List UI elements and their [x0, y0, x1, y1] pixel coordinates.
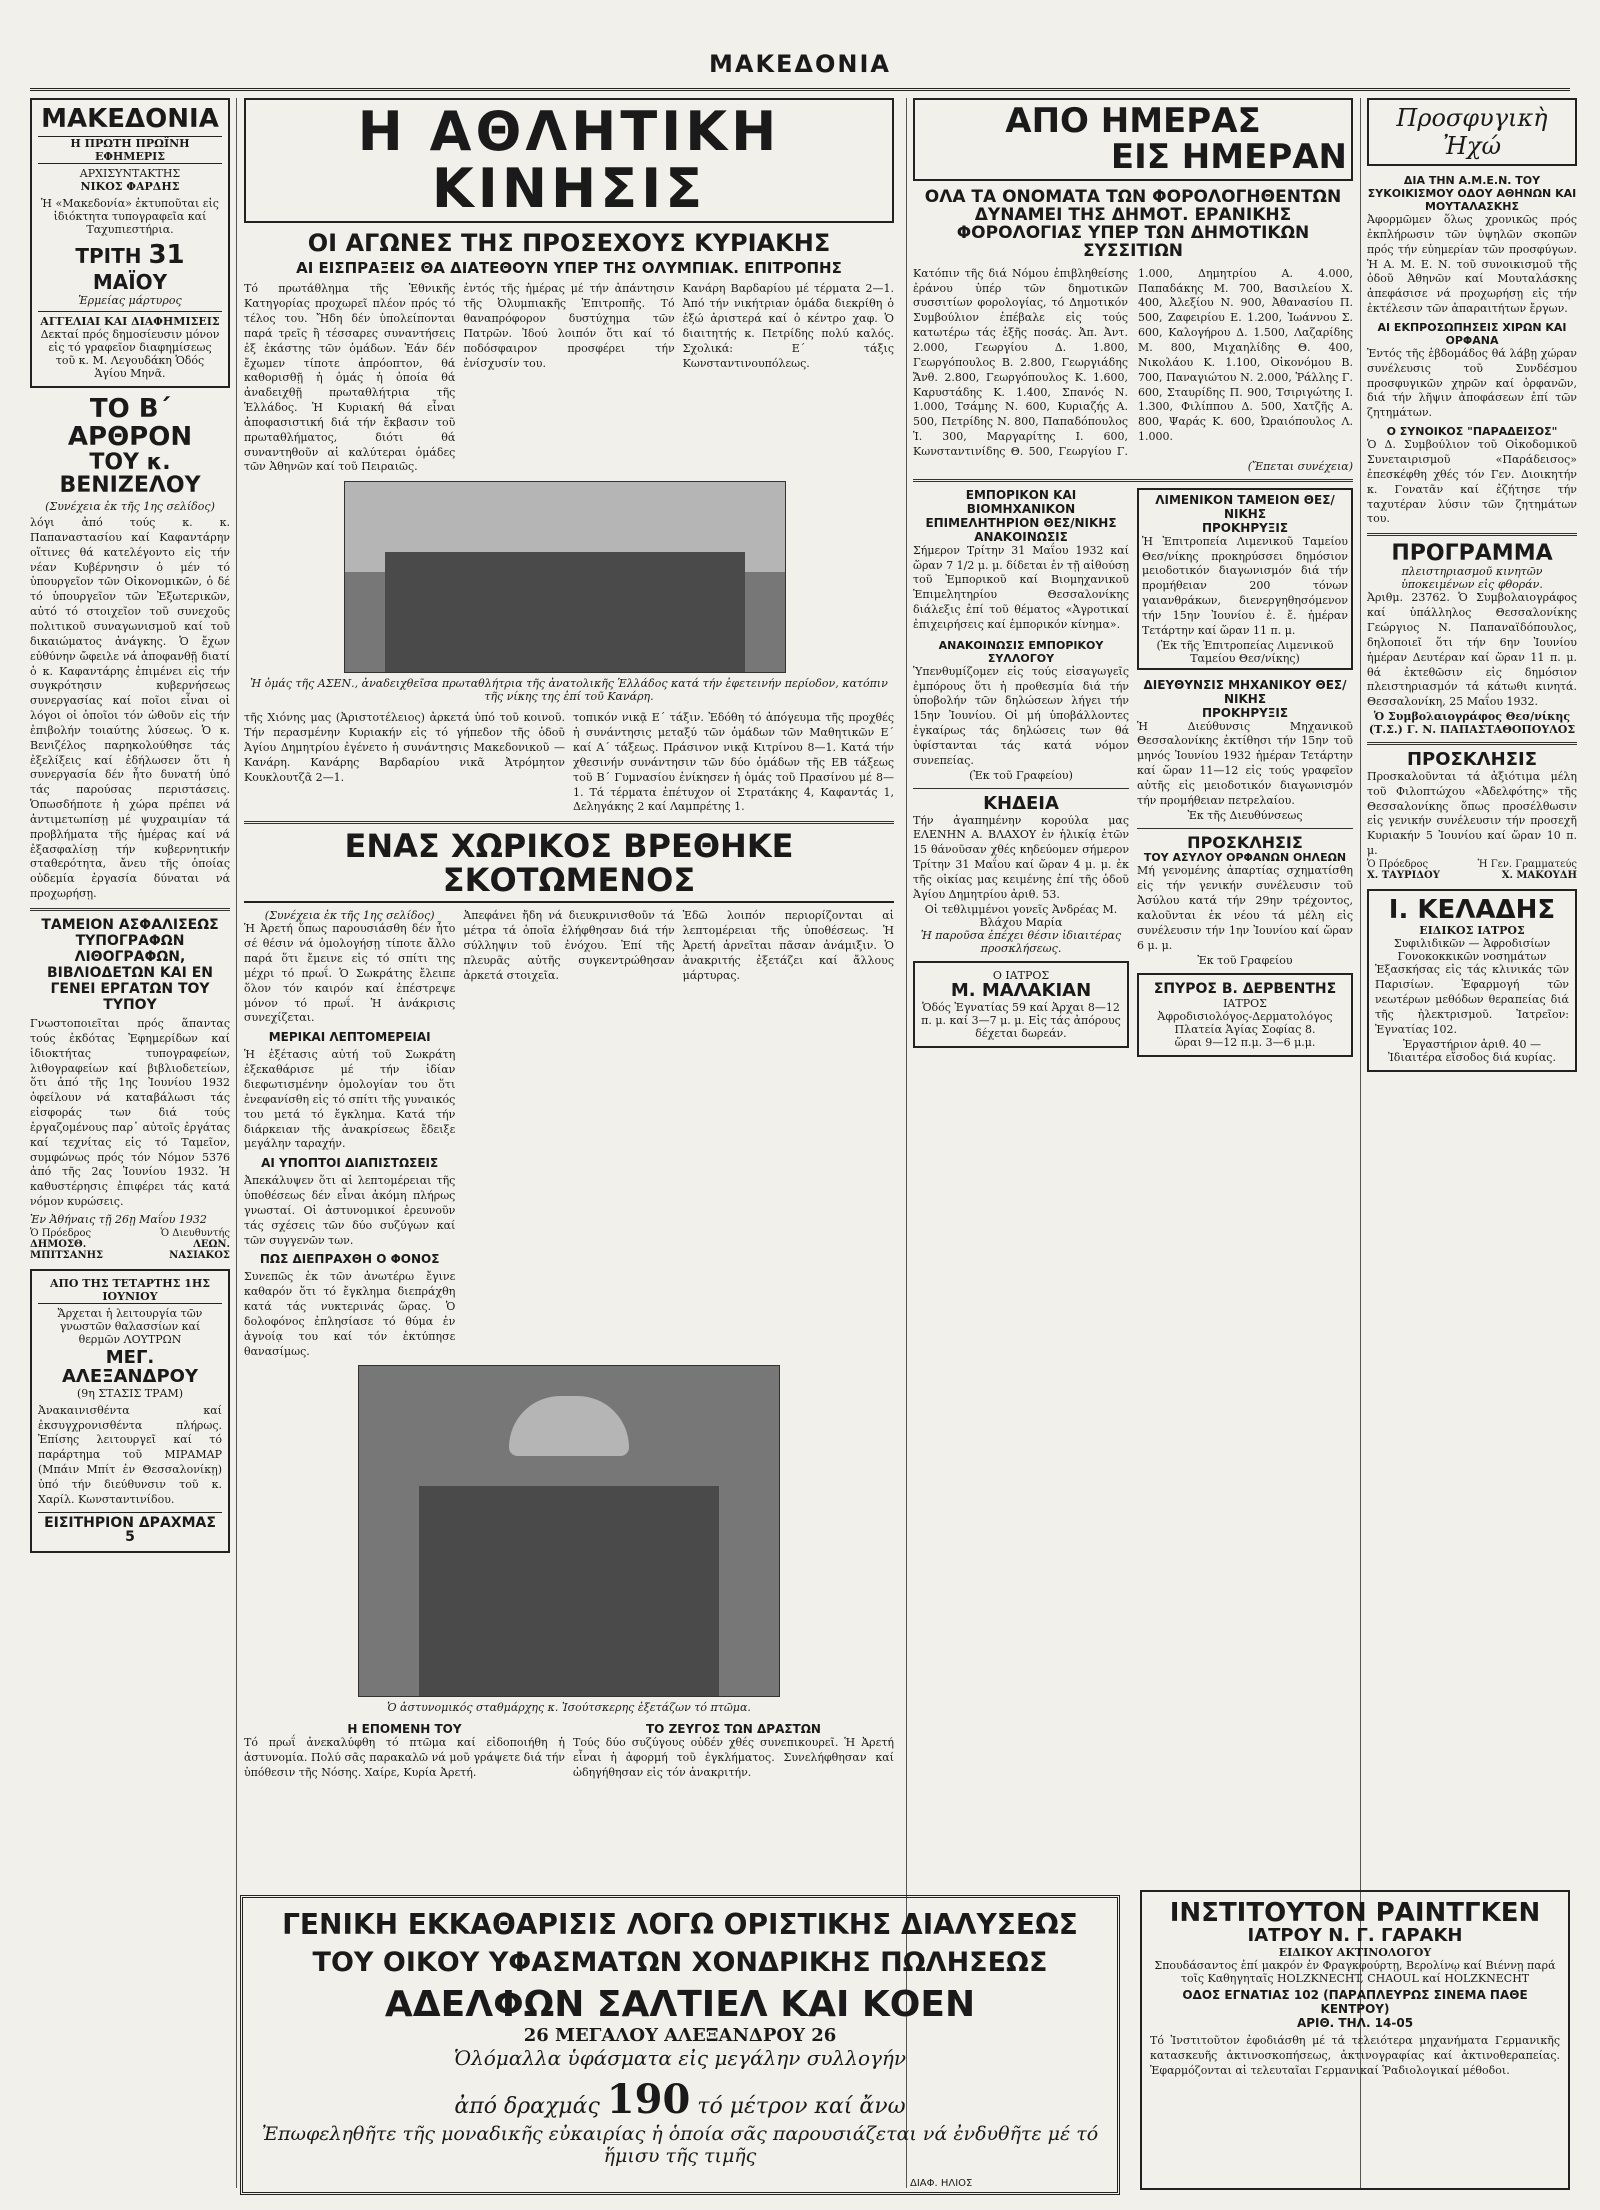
- refugee-echo-title: Προσφυγικὴ Ἠχώ: [1396, 104, 1548, 160]
- invite-sign-b: Ἡ Γεν. Γραμματεύς: [1477, 858, 1577, 870]
- port-title: ΛΙΜΕΝΙΚΟΝ ΤΑΜΕΙΟΝ ΘΕΣ/ΝΙΚΗΣ: [1155, 492, 1335, 521]
- institute-training: Σπουδάσαντος ἐπί μακρόν ἐν Φραγκφούρτῃ, Βερολίνῳ καί Βιέννῃ παρά τοῖς Καθηγηταῖς HOLZKNECHT, CHAOUL καί HOLZKNECHT: [1154, 1959, 1556, 1986]
- program-title: ΠΡΟΓΡΑΜΜΑ: [1391, 541, 1553, 567]
- tax-headline: ΟΛΑ ΤΑ ΟΝΟΜΑΤΑ ΤΩΝ ΦΟΡΟΛΟΓΗΘΕΝΤΩΝ ΔΥΝΑΜΕΙ ΤΗΣ ΔΗΜΟΤ. ΕΡΑΝΙΚΗΣ ΦΟΡΟΛΟΓΙΑΣ ΥΠΕΡ ΤΩΝ ΔΗΜΟΤΙΚΩΝ ΣΥΣΣΙΤΙΩΝ: [924, 187, 1342, 261]
- masthead: [30, 10, 1570, 91]
- ads-label: ΑΓΓΕΛΙΑΙ ΚΑΙ ΔΙΑΦΗΜΙΣΕΙΣ: [38, 311, 222, 328]
- dervendis-name: ΣΠΥΡΟΣ Β. ΔΕΡΒΕΝΤΗΣ: [1153, 980, 1337, 997]
- xray-institute-ad: [1140, 1890, 1570, 2190]
- keladis-spec: Συφιλιδικῶν — Ἀφροδισίων Γονοκοκκικῶν νοσημάτων: [1393, 937, 1551, 964]
- editor-label: ΑΡΧΙΣΥΝΤΑΚΤΗΣ: [79, 167, 181, 181]
- malakian-name: Μ. ΜΑΛΑΚΙΑΝ: [950, 979, 1092, 1001]
- liquidation-line3: ΑΔΕΛΦΩΝ ΣΑΛΤΙΕΛ ΚΑΙ ΚΟΕΝ: [384, 1984, 976, 2025]
- team-photo-caption: Ἡ ὁμάς τῆς ΑΣΕΝ., ἀναδειχθεῖσα πρωταθλήτρια τῆς ἀνατολικῆς Ἑλλάδος κατά τήν ἐφετεινήν περίοδον, κατόπιν τῆς νίκης της ἐπί τοῦ Κανάρη.: [250, 677, 888, 704]
- editor-name: ΝΙΚΟΣ ΦΑΡΔΗΣ: [80, 180, 180, 194]
- port-sign: (Ἐκ τῆς Ἐπιτροπείας Λιμενικοῦ Ταμείου Θεσ/νίκης): [1156, 638, 1334, 665]
- masthead-title: ΜΑΚΕΔΟΝΙΑ: [41, 104, 219, 134]
- orphans-sign: Ἐκ τοῦ Γραφείου: [1197, 953, 1293, 967]
- crime-photo: [358, 1365, 780, 1697]
- invite-sign-a-name: Χ. ΤΑΥΡΙΔΟΥ: [1367, 869, 1440, 881]
- refugee-head1: ΔΙΑ ΤΗΝ Α.Μ.Ε.Ν. ΤΟΥ ΣΥΚΟΙΚΙΣΜΟΥ ΟΔΟΥ ΑΘΗΝΩΝ ΚΑΙ ΜΟΥΤΑΛΑΣΚΗΣ: [1367, 174, 1577, 213]
- refugee-echo-banner: [1367, 98, 1577, 166]
- invite-sign-b-name: Χ. ΜΑΚΟΥΔΗ: [1501, 869, 1577, 881]
- typographers-date: Ἐν Ἀθήναις τῇ 26ῃ Μαΐου 1932: [30, 1212, 207, 1226]
- sports-below2: τοπικόν νικᾷ Ε΄ τάξιν. Ἐδόθη τό ἀπόγευμα τῆς προχθές ἡ συνάντησις μεταξύ τῶν ὁμάδων τῶν Μαθητικῶν Ε΄ καί Α΄ τάξεως. Πράσινον νικᾷ Κιτρίνου 8—1. Κατά τήν χθεσινήν συνάντησιν τῶν δύο ὁμάδων τῆς ΕΒ τάξεως τοῦ Β΄ Γυμνασίου ἐνίκησεν ἡ ὁμάς τοῦ Πρασίνου μέ 8—1. Τά τέρματα ἐπέτυχον οἱ Στρατάκης 4, Καφαντάς 1, Δεληγάκης 2 καί Λαμπρέτης 1.: [573, 711, 894, 814]
- port-sub: ΠΡΟΚΗΡΥΞΙΣ: [1201, 520, 1289, 535]
- venizelos-article: [30, 396, 230, 902]
- orphans-body: Μή γενομένης ἀπαρτίας σχηματίσθη εἰς τήν γενικήν συνέλευσιν τοῦ Ἀσύλου κατά τήν 29ην τρέχοντος, καλοῦνται ἐκ νέου τά μέλη εἰς συνέλευσιν τήν 1ην Ἰουνίου καί ὥραν 6 μ. μ.: [1137, 864, 1353, 952]
- sports-col3: Κανάρη Βαρδαρίου μέ τέρματα 2—1. Ἀπό τήν νικήτριαν ὁμάδα διεκρίθη ὁ ἐξώ ἀριστερά καί ὁ κέντρο χαφ. Ὁ διαιτητής κ. Πετρίδης πολύ καλός. Σχολικά: Ε΄ τάξις Κωνσταντινουπόλεως.: [682, 282, 894, 370]
- merchants-sign: (Ἐκ τοῦ Γραφείου): [969, 768, 1073, 782]
- sports-below1: τῆς Χιόνης μας (Ἀριστοτέλειος) ἀρκετά ὑπό τοῦ κοινοῦ. Τήν περασμένην Κυριακήν εἰς τό γήπεδον τῆς ὁδοῦ Ἀγίου Δημητρίου ἐγένετο ἡ συνάντησις Μακεδονικοῦ — Κανάρη. Κανάρης Βαρδαρίου νικᾶ Ἀτρόμητον Κουκλουτζᾶ 2—1.: [244, 711, 565, 784]
- port-notice: [1137, 488, 1353, 670]
- center-column: [244, 98, 894, 2188]
- invite-title: ΠΡΟΣΚΛΗΣΙΣ: [1406, 749, 1538, 771]
- refugee-text1: Ἀφορμῶμεν ὅλως χρονικῶς πρός ἐκπλήρωσιν τῶν ὑψηλῶν σκοπῶν πρός τήν εὐημερίαν τῶν προσφύγων. Ἡ Α. Μ. Ε. Ν. τοῦ συνοικισμοῦ τῆς ὁδοῦ Ἀθηνῶν καί Μουταλάσκης ἀπεφάσισε νά προχωρήσῃ εἰς τήν ἐκτέλεσιν τῶν ἀπαραιτήτων ἔργων.: [1367, 213, 1577, 316]
- liquidation-line7: Ἐπωφεληθῆτε τῆς μοναδικῆς εὐκαιρίας ἡ ὁποία σᾶς παρουσιάζεται νά ἐνδυθῆτε μέ τό ἥμισυ τῆς τιμῆς: [261, 2123, 1099, 2167]
- sports-col1: Τό πρωτάθλημα τῆς Ἐθνικῆς Κατηγορίας προχωρεῖ πλέον πρός τό τέλος του. Ἤδη δέν ὑπολείπονται παρά τρεῖς ἢ τέσσαρες συναντήσεις ἐξ ἑκάστης τῶν ὁμάδων. Ἐάν δέν ἔχωμεν τίποτε ἀπρόοπτον, θά καθορισθῇ ἡ ὁμάς ἡ ὁποία θά ἀναδειχθῇ πρωταθλήτρια τῆς Ἑλλάδος. Ἡ Κυριακή θά εἶναι ἀποφασιστική διά τήν ἔκβασιν τοῦ πρωταθλήματος, διότι θά συναντηθοῦν αἱ καλύτεραι ὁμάδες τῶν Ἀθηνῶν καί τοῦ Πειραιῶς.: [244, 282, 456, 474]
- murder-title: ΕΝΑΣ ΧΩΡΙΚΟΣ ΒΡΕΘΗΚΕ ΣΚΟΤΩΜΕΝΟΣ: [244, 830, 894, 903]
- murder-intro: Ἡ Ἀρετή ὅπως παρουσιάσθη δέν ἦτο σέ θέσιν νά ὁμολογήσῃ τίποτε ἄλλο παρά ὅτι ἔμεινε εἰς τό σπίτι της μέχρι τό πρωΐ. Ὁ Σωκράτης ἔλειπε ὅλον τόν καιρόν καί ἐπέστρεψε μόνον τό πρωΐ. Ἡ ἀνάκρισις συνεχίζεται.: [244, 922, 456, 1025]
- invite-sign-a: Ὁ Πρόεδρος: [1367, 858, 1429, 870]
- murder-cont: (Συνέχεια ἐκ τῆς 1ης σελίδος): [264, 909, 435, 923]
- murder-sub2: ΑΙ ΥΠΟΠΤΟΙ ΔΙΑΠΙΣΤΩΣΕΙΣ: [261, 1156, 439, 1171]
- day-title-2: ΕΙΣ ΗΜΕΡΑΝ: [1110, 136, 1347, 177]
- murder-sub5-text: Τό πρωΐ ἀνεκαλύφθη τό πτῶμα καί εἰδοποιήθη ἡ ἀστυνομία. Πολύ σᾶς παρακαλῶ νά μοῦ γράψετε διά τήν ὑπόθεσιν τῆς Νόσης. Χαίρε, Κυρία Ἀρετή.: [244, 1736, 565, 1780]
- chamber-sub: ΑΝΑΚΟΙΝΩΣΙΣ: [974, 529, 1068, 544]
- typographers-body: Γνωστοποιεῖται πρός ἅπαντας τούς ἐκδότας Ἐφημερίδων καί ἰδιοκτήτας τυπογραφείων, λιθογραφείων καί βιβλιοδετείων, ὅτι ἀπό τῆς 1ης Ἰουνίου 1932 ὀφείλουν νά καταβάλωσι τάς εἰσφοράς των διά τούς ἐργαζομένους παρ᾽ αὐτοῖς ἐργάτας καί τεχνίτας εἰς τό Ταμεῖον, συμφώνως πρός τόν Νόμον 5376 ἀπό τῆς 2ας Ἰουνίου 1932. Ἡ καθυστέρησις ἐπιφέρει τάς κατά νόμον κυρώσεις.: [30, 1017, 230, 1209]
- invite-body: Προσκαλοῦνται τά ἀξιότιμα μέλη τοῦ Φιλοπτώχου «Ἀδελφότης» τῆς Θεσσαλονίκης ὅπως προσέλθωσιν εἰς γενικήν συνέλευσιν τήν προσεχῆ Κυριακήν 5 Ἰουνίου καί ὥραν 10 π. μ.: [1367, 769, 1577, 858]
- price-pre: ἀπό δραχμάς: [454, 2094, 600, 2119]
- sports-headline: ΟΙ ΑΓΩΝΕΣ ΤΗΣ ΠΡΟΣΕΧΟΥΣ ΚΥΡΙΑΚΗΣ: [307, 229, 831, 258]
- murder-col3-text: Ἐδῶ λοιπόν περιορίζονται αἱ λεπτομέρειαι τῆς ὑποθέσεως. Ἡ Ἀρετή ἀρνεῖται πᾶσαν ἀνάμιξιν. Ὁ ἀνακριτής ἐξετάζει καί ἄλλους μάρτυρας.: [682, 909, 894, 982]
- keladis-ad: [1367, 889, 1577, 1072]
- liquidation-line4: 26 ΜΕΓΑΛΟΥ ΑΛΕΞΑΝΔΡΟΥ 26: [523, 2025, 837, 2046]
- baths-stop: (9η ΣΤΑΣΙΣ ΤΡΑΜ): [76, 1386, 184, 1400]
- baths-head: ΑΠΟ ΤΗΣ ΤΕΤΑΡΤΗΣ 1ΗΣ ΙΟΥΝΙΟΥ: [38, 1277, 222, 1304]
- program-sub: πλειστηριασμοῦ κινητῶν ὑποκειμένων εἰς φθοράν.: [1401, 565, 1543, 592]
- masthead-subtitle: Η ΠΡΩΤΗ ΠΡΩΪΝΗ ΕΦΗΜΕΡΙΣ: [38, 136, 222, 164]
- sports-subhead: ΑΙ ΕΙΣΠΡΑΞΕΙΣ ΘΑ ΔΙΑΤΕΘΟΥΝ ΥΠΕΡ ΤΗΣ ΟΛΥΜΠΙΑΚ. ΕΠΙΤΡΟΠΗΣ: [296, 258, 842, 277]
- murder-sub2-text: Ἀπεκάλυψεν ὅτι αἱ λεπτομέρειαι τῆς ὑποθέσεως δέν εἶναι ἀκόμη πλήρως γνωσταί. Οἱ ἀστυνομικοί ἐρευνοῦν τάς σχέσεις τῶν δύο συζύγων καί τῶν συγγενῶν των.: [244, 1174, 456, 1247]
- murder-sub3: ΠΩΣ ΔΙΕΠΡΑΧΘΗ Ο ΦΟΝΟΣ: [259, 1252, 440, 1267]
- murder-col2-text: Ἀπεφάνει ἤδη νά διευκρινισθοῦν τά μέτρα τά ὁποῖα ἐλήφθησαν διά τήν σύλληψιν τοῦ ἐνόχου. Ἐπί τῆς πλευρᾶς αὐτῆς συγκεντρώθησαν ἀρκετά στοιχεῖα.: [463, 909, 675, 982]
- institute-phone: ΑΡΙΘ. ΤΗΛ. 14-05: [1296, 2016, 1414, 2031]
- refugee-text2: Ἐντός τῆς ἑβδομάδος θά λάβῃ χώραν συνέλευσις τοῦ Συνδέσμου προσφυγικῶν χηρῶν καί ὀρφανῶν, διά τήν λῆψιν ἀποφάσεων ἐπί τῶν ζητημάτων.: [1367, 346, 1577, 420]
- typo-sign-right: Ὁ Διευθυντής: [160, 1227, 230, 1239]
- keladis-hours: Ἐργαστήριον ἀριθ. 40 — Ἰδιαιτέρα εἴσοδος διά κυρίας.: [1388, 1037, 1556, 1064]
- sports-banner: [244, 98, 894, 223]
- keladis-name: Ι. ΚΕΛΑΔΗΣ: [1388, 894, 1556, 925]
- liquidation-line2: ΤΟΥ ΟΙΚΟΥ ΥΦΑΣΜΑΤΩΝ ΧΟΝΔΡΙΚΗΣ ΠΩΛΗΣΕΩΣ: [312, 1947, 1048, 1978]
- sports-col2: ἐντός τῆς ἡμέρας μέ τήν ἀπάντησιν τῆς Ὀλυμπιακῆς Ἐπιτροπῆς. Τό θαναπρόφορον δυστύχημα τῶν Πατρῶν. Ἰδού λοιπόν ὅτι καί τό ποδόσφαιρον προσφέρει τήν ἐνίσχυσίν του.: [463, 282, 675, 370]
- paradise-head: Ο ΣΥΝΟΙΚΟΣ "ΠΑΡΑΔΕΙΣΟΣ": [1386, 425, 1558, 439]
- print-note: Ἡ «Μακεδονία» ἐκτυποῦται εἰς ἰδιόκτητα τυπογραφεῖα καί Ταχυπιεστήρια.: [41, 197, 219, 237]
- engineering-body: Ἡ Διεύθυνσις Μηχανικοῦ Θεσσαλονίκης ἐκτίθησι τήν 15ην τοῦ μηνός Ἰουνίου 1932 ἡμέραν Τετάρτην καί ὥραν 11—12 εἰς τούς γραφεῖον αὐτῆς εἰς μειοδοτικόν διαγωνισμόν τήν προμήθειαν πετρελαίου.: [1137, 719, 1353, 807]
- paradise-text: Ὁ Δ. Συμβούλιον τοῦ Οἰκοδομικοῦ Συνεταιρισμοῦ «Παράδεισος» ἐπεσκέφθη χθές τόν Γεν. Διοικητήν κ. Γονατᾶν καί ἐζήτησε τήν ταχυτέραν λύσιν τῶν ζητημάτων του.: [1367, 438, 1577, 526]
- malakian-pre: Ο ΙΑΤΡΟΣ: [992, 968, 1050, 982]
- sports-title: Η ΑΘΛΗΤΙΚΗ ΚΙΝΗΣΙΣ: [357, 100, 781, 220]
- tax-continued: (Ἔπεται συνέχεια): [1247, 459, 1353, 473]
- ads-text: Δεκταί πρός δημοσίευσιν μόνον εἰς τό γραφεῖον διαφημίσεως τοῦ κ. Μ. Λεγουδάκη Ὁδός Ἁγίου Μηνᾶ.: [40, 328, 220, 381]
- footer-credit: ΔΙΑΦ. ΗΛΙΟΣ: [910, 2178, 973, 2189]
- murder-sub5: Η ΕΠΟΜΕΝΗ ΤΟΥ: [347, 1722, 462, 1737]
- left-column: [30, 98, 237, 2188]
- typo-sign-left: Ὁ Πρόεδρος: [30, 1227, 92, 1239]
- baths-name: ΜΕΓ. ΑΛΕΞΑΝΔΡΟΥ: [62, 1346, 198, 1387]
- price-post: τό μέτρον καί ἄνω: [697, 2094, 906, 2119]
- funeral-family: Οἱ τεθλιμμένοι γονεῖς Ἀνδρέας Μ. Βλάχου Μαρία: [924, 902, 1118, 929]
- tax-body: Κατόπιν τῆς διά Νόμου ἐπιβληθείσης ἐράνου ὑπέρ τῶν δημοτικῶν συσσιτίων φορολογίας, τό Δημοτικόν Συμβούλιον ἐπέβαλε εἰς τούς κατωτέρω τάς ἑξῆς ποσάς. Ἀπ. Ἀντ. 2.000, Γεωργίου Δ. 1.800, Γεωργόπουλος Β. 2.800, Γεωργιάδης Ἄνθ. 2.800, Γεωργόπουλος Κ. 1.600, Καρυστάδης Κ. 1.400, Σπανός Ν. 1.000, Τσάμης Ν. 600, Κυριαζής Α. 500, Πετρίδης Ν. 800, Παπαδόπουλος Ἰ. 300, Μαργαρίτης Ι. 600, Κωνσταντινίδης Θ. 500, Γεωργίου Γ. 1.000, Δημητρίου Α. 4.000, Παπαδάκης Μ. 700, Βασιλείου Χ. 400, Ἀλεξίου Ν. 900, Ἀθανασίου Π. 500, Ζαφειρίου Ε. 1.200, Ἰωάννου Σ. 600, Καλογήρου Δ. 1.500, Λαζαρίδης Μ. 800, Μιχαηλίδης Θ. 400, Νικολάου Κ. 1.100, Οἰκονόμου Β. 700, Παναγιώτου Ν. 2.000, Ῥάλλης Γ. 600, Σταυρίδης Π. 900, Τσιριγώτης Ι. 1.300, Φιλίππου Δ. 500, Χατζῆς Α. 800, Ψαράς Κ. 600, Ὠραιόπουλος Λ. 1.000.: [913, 266, 1353, 458]
- dervendis-title: ΙΑΤΡΟΣ: [1223, 996, 1267, 1010]
- paper-name: ΜΑΚΕΔΟΝΙΑ: [708, 50, 891, 78]
- malakian-ad: [913, 961, 1129, 1048]
- murder-sub4-text: Τούς δύο συζύγους οὐδέν χθές συνεπικουρεῖ. Ἡ Ἀρετή εἶναι ἡ ἀφορμή τοῦ ἐγκλήματος. Συνελήφθησαν καί ὡδηγήθησαν εἰς τόν ἀνακριτήν.: [573, 1736, 894, 1780]
- port-body: Ἡ Ἐπιτροπεία Λιμενικοῦ Ταμείου Θεσ/νίκης προκηρύσσει δημόσιον μειοδοτικόν διαγωνισμόν διά τήν προμήθειαν 200 τόνων γαιανθράκων, διενεργηθησόμενον τήν 15ην Ἰουνίου ἐ. ἔ. ἡμέραν Τετάρτην καί ὥραν 11 π. μ.: [1142, 534, 1348, 637]
- liquidation-ad: [240, 1895, 1120, 2195]
- typo-sign-right-name: ΛΕΩΝ. ΝΑΣΙΑΚΟΣ: [169, 1238, 230, 1261]
- saint-of-day: Ἑρμείας μάρτυρος: [78, 294, 182, 308]
- masthead-box: [30, 98, 230, 388]
- venizelos-title-2: ΤΟΥ κ. ΒΕΝΙΖΕΛΟΥ: [59, 449, 201, 498]
- date-num: 31: [148, 240, 185, 271]
- keladis-body: Ἐξασκήσας εἰς τάς κλινικάς τῶν Παρισίων. Ἐφαρμογή τῶν νεωτέρων μεθόδων θεραπείας διά τῆς ἠλεκτρισμοῦ. Ἰατρεῖον: Ἐγνατίας 102.: [1375, 963, 1569, 1036]
- venizelos-title-1: ΤΟ Β΄ ΑΡΘΡΟΝ: [67, 394, 193, 452]
- malakian-body: Ὁδός Ἐγνατίας 59 καί Ἀρχαι 8—12 π. μ. καί 3—7 μ. μ. Εἰς τάς ἀπόρους δέχεται δωρεάν.: [921, 1000, 1121, 1040]
- venizelos-cont: (Συνέχεια ἐκ τῆς 1ης σελίδος): [45, 500, 215, 514]
- keladis-title: ΕΙΔΙΚΟΣ ΙΑΤΡΟΣ: [1419, 924, 1525, 938]
- typographers-notice: [30, 917, 230, 1261]
- liquidation-line5: Ὁλόμαλλα ὑφάσματα εἰς μεγάλην συλλογήν: [453, 2046, 907, 2070]
- day-title-1: ΑΠΟ ΗΜΕΡΑΣ: [1005, 101, 1261, 141]
- institute-address: ΟΔΟΣ ΕΓΝΑΤΙΑΣ 102 (ΠΑΡΑΠΛΕΥΡΩΣ ΣΙΝΕΜΑ ΠΑΘΕ ΚΕΝΤΡΟΥ): [1182, 1988, 1528, 2017]
- typo-sign-left-name: ΔΗΜΟΣΘ. ΜΠΙΤΣΑΝΗΣ: [30, 1238, 104, 1261]
- merchants-body: Ὑπενθυμίζομεν εἰς τούς εἰσαγωγεῖς ἐμπόρους ὅτι ἡ προθεσμία διά τήν ὑποβολήν τῶν δηλώσεων λήγει τήν 15ην Ἰουνίου. Οἱ μή ὑποβάλλοντες ἐγκαίρως τάς δηλώσεις των θά ὑφίστανται τάς κατά νόμον συνεπείας.: [913, 664, 1129, 767]
- dervendis-spec: Ἀφροδισιολόγος-Δερματολόγος: [1157, 1009, 1333, 1023]
- dervendis-ad: [1137, 973, 1353, 1057]
- baths-line1: Ἄρχεται ἡ λειτουργία τῶν γνωστῶν θαλασσίων καί θερμῶν ΛΟΥΤΡΩΝ: [57, 1306, 203, 1346]
- murder-sub1: ΜΕΡΙΚΑΙ ΛΕΠΤΟΜΕΡΕΙΑΙ: [268, 1030, 431, 1045]
- far-right-column: [1360, 98, 1577, 2188]
- institute-spec: ΕΙΔΙΚΟΥ ΑΚΤΙΝΟΛΟΓΟΥ: [1278, 1946, 1432, 1960]
- institute-body: Τό Ἰνστιτοῦτον ἐφοδιάσθη μέ τά τελειότερα μηχανήματα Γερμανικῆς κατασκευῆς ἀκτινοσκοπήσεως, ἀκτινογραφίας καί ἀκτινοθεραπείας. Ἐφαρμόζονται αἱ τελευταῖαι Γερμανικαί Ῥαδιολογικαί μέθοδοι.: [1150, 2034, 1560, 2077]
- chamber-title: ΕΜΠΟΡΙΚΟΝ ΚΑΙ ΒΙΟΜΗΧΑΝΙΚΟΝ ΕΠΙΜΕΛΗΤΗΡΙΟΝ ΘΕΣ/ΝΙΚΗΣ: [925, 487, 1117, 530]
- merchants-title: ΑΝΑΚΟΙΝΩΣΙΣ ΕΜΠΟΡΙΚΟΥ ΣΥΛΛΟΓΟΥ: [938, 638, 1104, 665]
- baths-tickets: ΕΙΣΙΤΗΡΙΟΝ ΔΡΑΧΜΑΣ 5: [38, 1512, 222, 1545]
- venizelos-body: λόγι ἀπό τούς κ. κ. Παπαναστασίου καί Καφαντάρην οἵτινες θά κατελέγοντο εἰς τήν νέαν Κυβέρνησιν ὁ μέν τό ὑπουργεῖον τῶν Οἰκονομικῶν, ὁ δέ τό ὑπουργεῖον τῶν Ἐξωτερικῶν, αὐτό τό στοιχεῖον τοῦ συνεχοῦς πολιτικοῦ συναγωνισμοῦ καί τοῦ δικαιώματος ἀνάγκης. Ὁ ἔχων εὐθύνην ὤφειλε νά ἀποφανθῇ διατί ὁ κ. Καφαντάρης ἐπιμένει εἰς τήν συγκρότησιν κυβερνήσεως συνεργασίας καί ποῖοι εἶναι οἱ λόγοι οἱ ὁποῖοι τόν ὠθοῦν εἰς τήν ἐπιβολήν τοιαύτης λύσεως. Ὁ κ. Βενιζέλος παρηκολούθησε τάς ἐξελίξεις καί ἐδήλωσεν ὅτι ἡ συνεργασία δέν ἦτο δυνατή ὑπό τάς παρούσας περιστάσεις. Ὁπωσδήποτε ἡ χώρα πρέπει νά ἀντιμετωπίσῃ μέ ψυχραιμίαν τά προβλήματα τῆς ἡμέρας καί νά ἐξασφαλίσῃ τήν κυβερνητικήν σταθερότητα, ἄνευ τῆς ὁποίας οὐδεμία ἐργασία δύναται νά προχωρήσῃ.: [30, 516, 230, 901]
- baths-ad: [30, 1269, 230, 1553]
- price-number: 190: [606, 2076, 691, 2123]
- murder-sub1-text: Ἡ ἐξέτασις αὐτή τοῦ Σωκράτη ἐξεκαθάρισε μέ τήν ἰδίαν διεφωτισμένην ὁμολογίαν του ὅτι ἐνεφανίσθη εἰς τό σπίτι τῆς γυναικός του μετά τό ἔγκλημα. Κατά τήν διάρκειαν τῆς ἀνακρίσεως ἔδειξε μεγάλην ταραχήν.: [244, 1048, 456, 1151]
- orphans-sub: ΤΟΥ ΑΣΥΛΟΥ ΟΡΦΑΝΩΝ ΟΗΛΕΩΝ: [1143, 851, 1347, 865]
- day-by-day-banner: [913, 98, 1353, 181]
- funeral-title: ΚΗΔΕΙΑ: [983, 792, 1059, 814]
- funeral-note: Ἡ παροῦσα ἐπέχει θέσιν ἰδιαιτέρας προσκλήσεως.: [920, 928, 1122, 955]
- murder-sub4: ΤΟ ΖΕΥΓΟΣ ΤΩΝ ΔΡΑΣΤΩΝ: [646, 1722, 821, 1737]
- engineering-sign: Ἐκ τῆς Διευθύνσεως: [1187, 808, 1303, 822]
- funeral-body: Τήν ἀγαπημένην κορούλα μας ΕΛΕΝΗΝ Α. ΒΛΑΧΟΥ ἐν ἡλικίᾳ ἐτῶν 15 θάνοῦσαν χθές κηδεύομεν σήμερον Τρίτην 31 Μαΐου καί ὥραν 4 μ. μ. ἐκ τῆς οἰκίας μας κειμένης ἐπί τῆς ὁδοῦ Ἀγίου Δημητρίου ἀριθ. 53.: [913, 813, 1129, 901]
- dervendis-hours: ὥραι 9—12 π.μ. 3—6 μ.μ.: [1174, 1035, 1316, 1049]
- crime-photo-caption: Ὁ ἀστυνομικός σταθμάρχης κ. Ἰσούτσκερης ἐξετάζων τό πτῶμα.: [387, 1701, 751, 1715]
- engineering-title: ΔΙΕΥΘΥΝΣΙΣ ΜΗΧΑΝΙΚΟΥ ΘΕΣ/ΝΙΚΗΣ: [1143, 677, 1347, 706]
- institute-title: ΙΝΣΤΙΤΟΥΤΟΝ ΡΑΙΝΤΓΚΕΝ: [1169, 1898, 1541, 1928]
- date-month: ΜΑΪΟΥ: [92, 270, 168, 295]
- program-body: Ἀριθμ. 23762. Ὁ Συμβολαιογράφος καί ὑπάλληλος Θεσσαλονίκης Γεώργιος Ν. Παπαναϊδόπουλος, δηλοποιεῖ ὅτι τήν 6ην Ἰουνίου ἡμέραν Δευτέραν καί ὥραν 11 π. μ. θά ἐκτεθῶσιν εἰς δημόσιον πλειστηριασμόν τά κάτωθι κινητά. Θεσσαλονίκη, 25 Μαΐου 1932.: [1367, 591, 1577, 709]
- murder-sub3-text: Συνεπῶς ἐκ τῶν ἀνωτέρω ἔγινε καθαρόν ὅτι τό ἔγκλημα διεπράχθη κατά τάς νυκτερινάς ὥρας. Ὁ δολοφόνος ἐπλησίασε τό θύμα ἐν ἀγνοίᾳ του καί τόν ἐκτύπησε θανασίμως.: [244, 1270, 456, 1358]
- newspaper-page: [30, 10, 1577, 2200]
- typographers-title: ΤΑΜΕΙΟΝ ΑΣΦΑΛΙΣΕΩΣ ΤΥΠΟΓΡΑΦΩΝ ΛΙΘΟΓΡΑΦΩΝ, ΒΙΒΛΙΟΔΕΤΩΝ ΚΑΙ ΕΝ ΓΕΝΕΙ ΕΡΓΑΤΩΝ ΤΟΥ ΤΥΠΟΥ: [41, 917, 219, 1014]
- right-column: [906, 98, 1353, 2188]
- team-photo: [344, 481, 786, 673]
- program-sign: Ὁ Συμβολαιογράφος Θεσ/νίκης (Τ.Σ.) Γ. Ν. ΠΑΠΑΣΤΑΘΟΠΟΥΛΟΣ: [1368, 710, 1576, 737]
- liquidation-line1: ΓΕΝΙΚΗ ΕΚΚΑΘΑΡΙΣΙΣ ΛΟΓΩ ΟΡΙΣΤΙΚΗΣ ΔΙΑΛΥΣΕΩΣ: [282, 1908, 1078, 1941]
- engineering-sub: ΠΡΟΚΗΡΥΞΙΣ: [1201, 705, 1289, 720]
- date-day: ΤΡΙΤΗ: [75, 244, 142, 269]
- baths-body: Ἀνακαινισθέντα καί ἐκσυγχρονισθέντα πλήρως. Ἐπίσης λειτουργεῖ καί τό παράρτημα τοῦ ΜΙΡΑΜΑΡ (Μπάιν Μπίτ ἐν Θεσσαλονίκῃ) ὑπό τήν διεύθυνσιν τοῦ κ. Χαρίλ. Κωνσταντινίδου.: [38, 1403, 222, 1506]
- orphans-title: ΠΡΟΣΚΛΗΣΙΣ: [1187, 832, 1303, 852]
- dervendis-addr: Πλατεία Ἁγίας Σοφίας 8.: [1174, 1022, 1316, 1036]
- chamber-body: Σήμερον Τρίτην 31 Μαΐου 1932 καί ὥραν 7 1/2 μ. μ. δίδεται ἐν τῇ αἰθούσῃ τοῦ Ἐμπορικοῦ καί Βιομηχανικοῦ Ἐπιμελητηρίου Θεσσαλονίκης διάλεξις ἐπί τοῦ θέματος «Ἀγροτικαί ἐπιχειρήσεις καί ἐμπορικόν κίνημα».: [913, 543, 1129, 631]
- refugee-head2: ΑΙ ΕΚΠΡΟΣΩΠΗΣΕΙΣ ΧΙΡΩΝ ΚΑΙ ΟΡΦΑΝΑ: [1377, 320, 1567, 347]
- institute-doctor: ΙΑΤΡΟΥ Ν. Γ. ΓΑΡΑΚΗ: [1247, 1925, 1463, 1947]
